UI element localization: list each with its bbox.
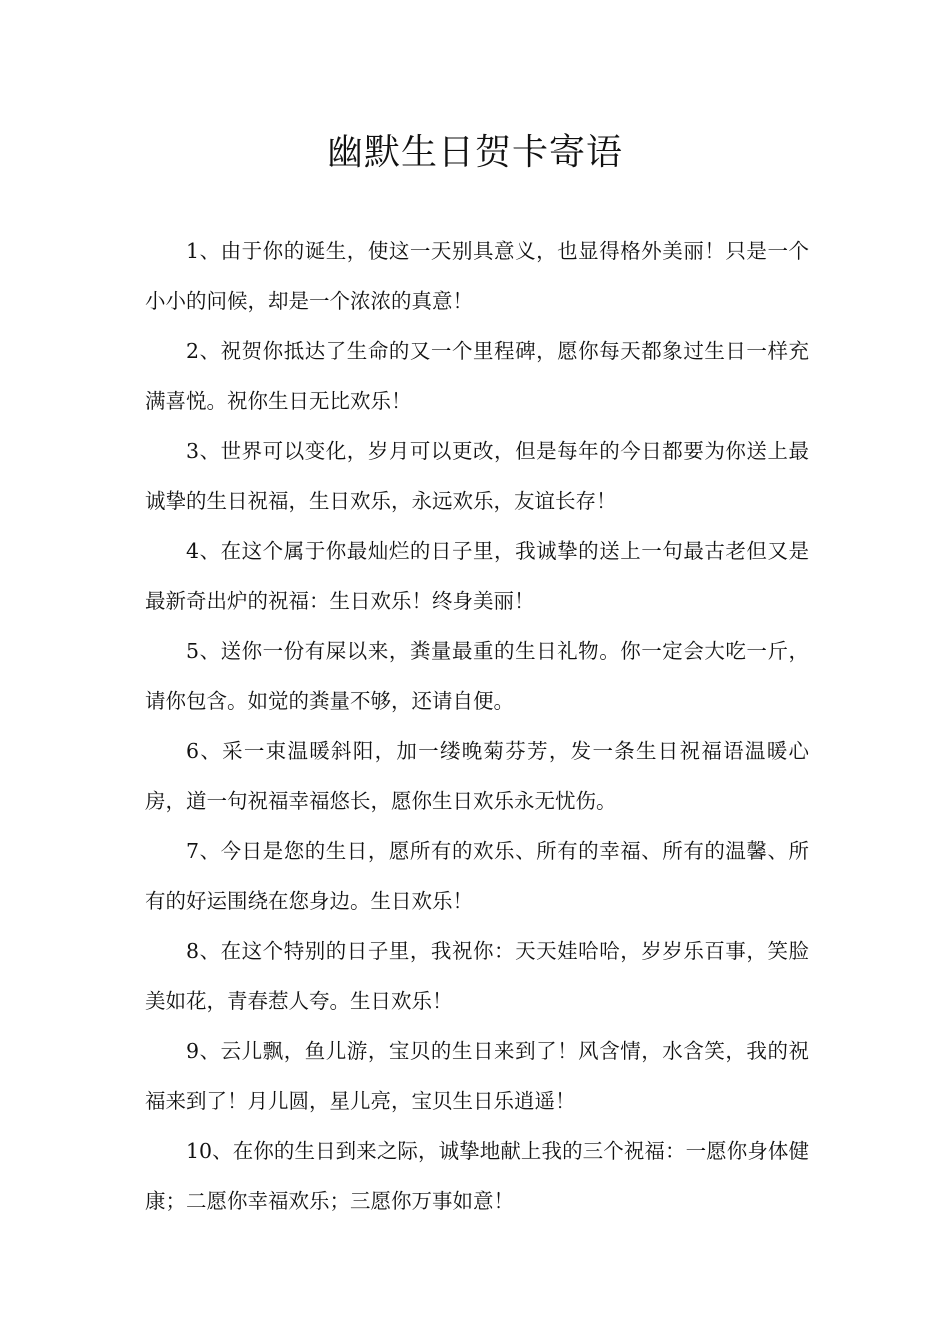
paragraph-3: 3、世界可以变化，岁月可以更改，但是每年的今日都要为你送上最诚挚的生日祝福，生日欢乐，永远欢乐，友谊长存！: [145, 439, 809, 513]
paragraph-8: 8、在这个特别的日子里，我祝你：天天娃哈哈，岁岁乐百事，笑脸美如花，青春惹人夸。生日欢乐！: [145, 939, 809, 1013]
paragraph-10: 10、在你的生日到来之际，诚挚地献上我的三个祝福：一愿你身体健康；二愿你幸福欢乐；三愿你万事如意！: [145, 1139, 809, 1213]
paragraph-7: 7、今日是您的生日，愿所有的欢乐、所有的幸福、所有的温馨、所有的好运围绕在您身边。生日欢乐！: [145, 839, 809, 913]
paragraph-2: 2、祝贺你抵达了生命的又一个里程碑，愿你每天都象过生日一样充满喜悦。祝你生日无比欢乐！: [145, 339, 809, 413]
paragraph-5: 5、送你一份有屎以来，粪量最重的生日礼物。你一定会大吃一斤，请你包含。如觉的粪量不够，还请自便。: [145, 639, 809, 713]
document-title: 幽默生日贺卡寄语: [326, 132, 623, 173]
paragraph-1: 1、由于你的诞生，使这一天别具意义，也显得格外美丽！只是一个小小的问候，却是一个浓浓的真意！: [145, 239, 809, 313]
document-body: [145, 226, 809, 1226]
paragraph-6: 6、采一束温暖斜阳，加一缕晚菊芬芳，发一条生日祝福语温暖心房，道一句祝福幸福悠长，愿你生日欢乐永无忧伤。: [145, 739, 809, 813]
paragraph-9: 9、云儿飘，鱼儿游，宝贝的生日来到了！风含情，水含笑，我的祝福来到了！月儿圆，星儿亮，宝贝生日乐逍遥！: [145, 1039, 809, 1113]
paragraph-4: 4、在这个属于你最灿烂的日子里，我诚挚的送上一句最古老但又是最新奇出炉的祝福：生日欢乐！终身美丽！: [145, 539, 809, 613]
